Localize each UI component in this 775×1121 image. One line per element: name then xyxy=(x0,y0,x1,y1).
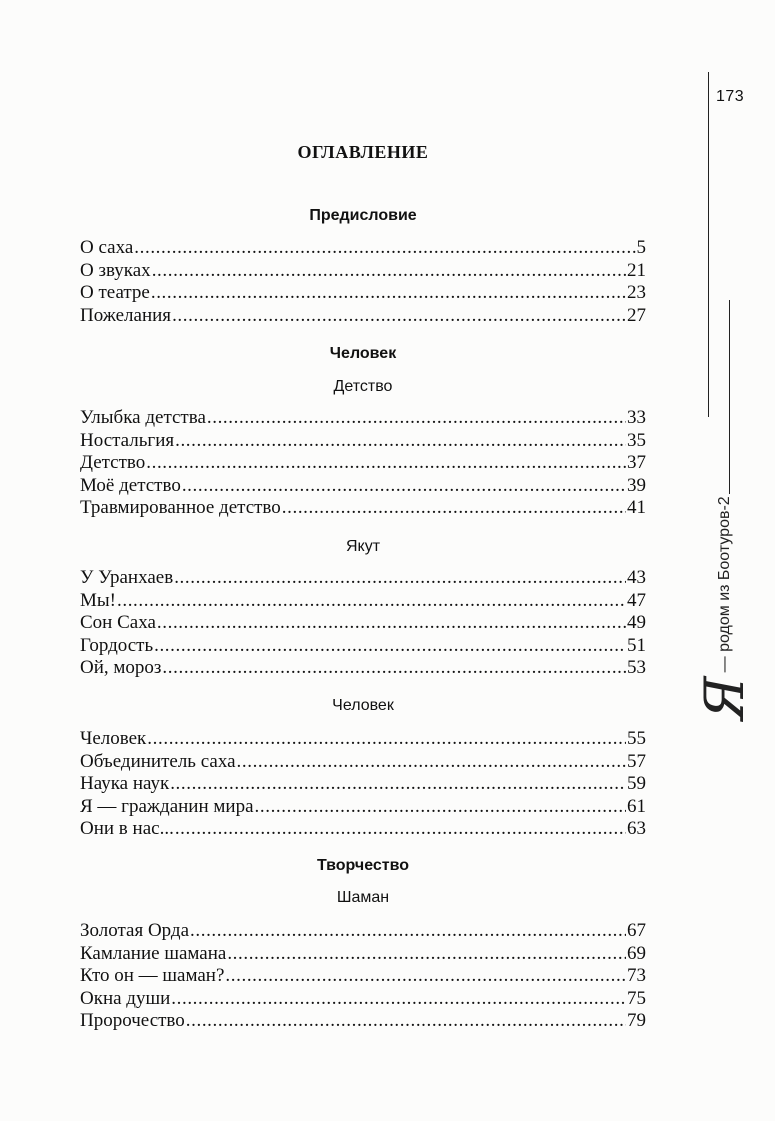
entry-title: Золотая Орда xyxy=(80,920,190,941)
entry-page: 75 xyxy=(627,987,646,1009)
toc-entry[interactable] xyxy=(80,237,646,260)
entry-title: Ностальгия xyxy=(80,429,175,451)
toc-entry[interactable] xyxy=(80,452,646,475)
subsection-heading-yakut: Якут xyxy=(345,538,381,555)
entries-chelovek xyxy=(80,728,646,841)
section-heading-chelovek: Человек xyxy=(329,345,397,362)
entry-page: 21 xyxy=(627,259,646,281)
entry-title: Ой, мороз xyxy=(80,657,162,678)
dot-leader xyxy=(207,407,626,430)
toc-entry[interactable] xyxy=(80,590,646,613)
dot-leader xyxy=(162,657,626,680)
entry-page: 47 xyxy=(627,589,646,611)
entry-title: Объединитель саха xyxy=(80,750,236,772)
entry-title: О саха xyxy=(80,237,134,258)
entry-title: О звуках xyxy=(80,259,151,281)
toc-title: ОГЛАВЛЕНИЕ xyxy=(297,142,429,162)
toc-entry[interactable] xyxy=(80,282,646,305)
entry-page: 63 xyxy=(627,818,646,839)
entry-page: 59 xyxy=(627,773,646,794)
entry-page: 67 xyxy=(627,920,646,941)
entry-page: 43 xyxy=(627,567,646,588)
section-heading-preface: Предисловие xyxy=(309,207,417,224)
dot-leader xyxy=(255,796,626,819)
page-number: 173 xyxy=(716,88,745,105)
toc-entry[interactable] xyxy=(80,728,646,751)
entry-page: 5 xyxy=(636,237,646,258)
entry-title: Пророчество xyxy=(80,1010,185,1031)
entry-page: 41 xyxy=(627,497,646,518)
entry-title: Окна души xyxy=(80,987,171,1009)
dot-leader xyxy=(117,590,626,613)
dot-leader xyxy=(175,818,626,841)
entry-page: 39 xyxy=(627,474,646,496)
running-title-rule xyxy=(729,300,730,494)
entry-page: 57 xyxy=(627,750,646,772)
subsection-heading-shaman: Шаман xyxy=(336,889,390,906)
toc-entry[interactable] xyxy=(80,407,646,430)
dot-leader xyxy=(147,728,626,751)
dot-leader xyxy=(174,567,626,590)
toc-entry[interactable] xyxy=(80,988,646,1011)
dot-leader xyxy=(172,305,626,328)
toc-entry[interactable] xyxy=(80,1010,646,1033)
toc-entry[interactable] xyxy=(80,260,646,283)
entry-page: 51 xyxy=(627,634,646,656)
entries-preface xyxy=(80,237,646,327)
running-title-text: — родом из Боотуров-2 xyxy=(716,496,733,673)
entry-title: Сон Саха xyxy=(80,612,156,633)
entry-title: Я — гражданин мира xyxy=(80,795,254,817)
dot-leader xyxy=(157,612,626,635)
dot-leader xyxy=(151,282,626,305)
running-title xyxy=(693,300,756,720)
entry-title: Мы! xyxy=(80,589,116,611)
entry-title: Они в нас... xyxy=(80,818,174,839)
entry-page: 27 xyxy=(627,304,646,326)
section-heading-tvorchestvo: Творчество xyxy=(316,857,410,874)
toc-entry[interactable] xyxy=(80,943,646,966)
subsection-heading-detstvo: Детство xyxy=(333,378,393,395)
entry-title: Моё детство xyxy=(80,474,181,496)
dot-leader xyxy=(225,965,626,988)
subsection-heading-chelovek: Человек xyxy=(332,697,394,714)
entry-title: Камлание шамана xyxy=(80,942,227,964)
dot-leader xyxy=(190,920,626,943)
toc-entry[interactable] xyxy=(80,657,646,680)
toc-entry[interactable] xyxy=(80,475,646,498)
toc-entry[interactable] xyxy=(80,796,646,819)
entry-page: 33 xyxy=(627,407,646,428)
entry-title: Наука наук xyxy=(80,773,170,794)
entry-page: 53 xyxy=(627,657,646,678)
toc-entry[interactable] xyxy=(80,773,646,796)
entry-page: 37 xyxy=(627,452,646,473)
dot-leader xyxy=(134,237,635,260)
toc-entry[interactable] xyxy=(80,430,646,453)
dot-leader xyxy=(154,635,626,658)
entry-page: 79 xyxy=(627,1010,646,1031)
entries-detstvo xyxy=(80,407,646,520)
entry-title: Пожелания xyxy=(80,304,172,326)
dot-leader xyxy=(227,943,626,966)
entry-page: 23 xyxy=(627,282,646,303)
dot-leader xyxy=(152,260,626,283)
toc-entry[interactable] xyxy=(80,567,646,590)
dot-leader xyxy=(237,751,626,774)
toc-entry[interactable] xyxy=(80,635,646,658)
toc-entry[interactable] xyxy=(80,497,646,520)
dot-leader xyxy=(186,1010,626,1033)
entry-page: 69 xyxy=(627,942,646,964)
toc-entry[interactable] xyxy=(80,818,646,841)
entry-page: 35 xyxy=(627,429,646,451)
toc-entry[interactable] xyxy=(80,305,646,328)
toc-entry[interactable] xyxy=(80,920,646,943)
entry-title: У Уранхаев xyxy=(80,567,174,588)
dot-leader xyxy=(171,988,626,1011)
entries-yakut xyxy=(80,567,646,680)
entry-title: О театре xyxy=(80,282,150,303)
dot-leader xyxy=(146,452,626,475)
running-title-initial: Я xyxy=(693,676,756,720)
entry-title: Травмированное детство xyxy=(80,497,281,518)
toc-entry[interactable] xyxy=(80,965,646,988)
entry-page: 61 xyxy=(627,795,646,817)
entry-title: Детство xyxy=(80,452,146,473)
dot-leader xyxy=(182,475,626,498)
toc-entry[interactable] xyxy=(80,612,646,635)
entries-shaman xyxy=(80,920,646,1033)
entry-title: Человек xyxy=(80,728,147,749)
entry-page: 73 xyxy=(627,965,646,986)
toc-entry[interactable] xyxy=(80,751,646,774)
entry-page: 49 xyxy=(627,612,646,633)
dot-leader xyxy=(282,497,626,520)
dot-leader xyxy=(170,773,626,796)
entry-title: Кто он — шаман? xyxy=(80,965,225,986)
entry-page: 55 xyxy=(627,728,646,749)
entry-title: Улыбка детства xyxy=(80,407,206,428)
entry-title: Гордость xyxy=(80,634,154,656)
dot-leader xyxy=(175,430,626,453)
